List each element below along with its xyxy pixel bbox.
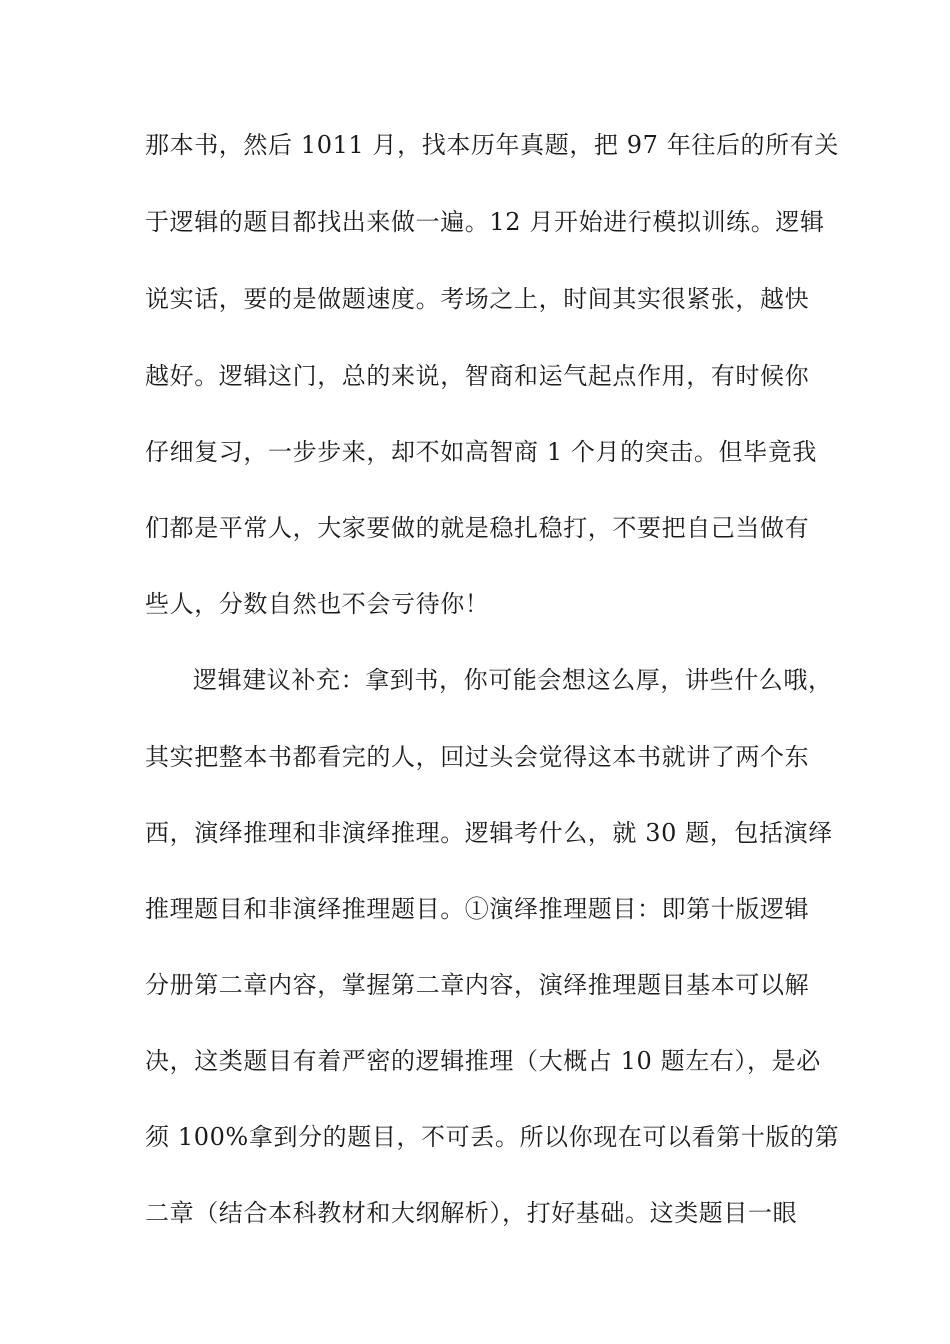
text-line: 二章（结合本科教材和大纲解析），打好基础。这类题目一眼: [145, 1199, 798, 1227]
text-line: 决，这类题目有着严密的逻辑推理（大概占 10 题左右），是必: [145, 1047, 821, 1075]
text-line: 越好。逻辑这门，总的来说，智商和运气起点作用，有时候你: [145, 362, 810, 390]
text-line: 推理题目和非演绎推理题目。①演绎推理题目：即第十版逻辑: [145, 895, 810, 923]
text-line: 于逻辑的题目都找出来做一遍。12 月开始进行模拟训练。逻辑: [145, 208, 825, 236]
text-line: 那本书，然后 1011 月，找本历年真题，把 97 年往后的所有关: [145, 131, 839, 159]
text-line: 其实把整本书都看完的人，回过头会觉得这本书就讲了两个东: [145, 743, 810, 771]
text-line: 些人，分数自然也不会亏待你！: [145, 590, 490, 618]
text-line: 说实话，要的是做题速度。考场之上，时间其实很紧张，越快: [145, 285, 810, 313]
text-line: 分册第二章内容，掌握第二章内容，演绎推理题目基本可以解: [145, 971, 810, 999]
paragraph-first-line: 逻辑建议补充：拿到书，你可能会想这么厚，讲些什么哦，: [193, 666, 833, 694]
text-line: 们都是平常人，大家要做的就是稳扎稳打，不要把自己当做有: [145, 514, 810, 542]
text-line: 仔细复习，一步步来，却不如高智商 1 个月的突击。但毕竟我: [145, 438, 817, 466]
text-line: 西，演绎推理和非演绎推理。逻辑考什么，就 30 题，包括演绎: [145, 819, 833, 847]
text-line: 须 100%拿到分的题目，不可丢。所以你现在可以看第十版的第: [145, 1123, 840, 1151]
